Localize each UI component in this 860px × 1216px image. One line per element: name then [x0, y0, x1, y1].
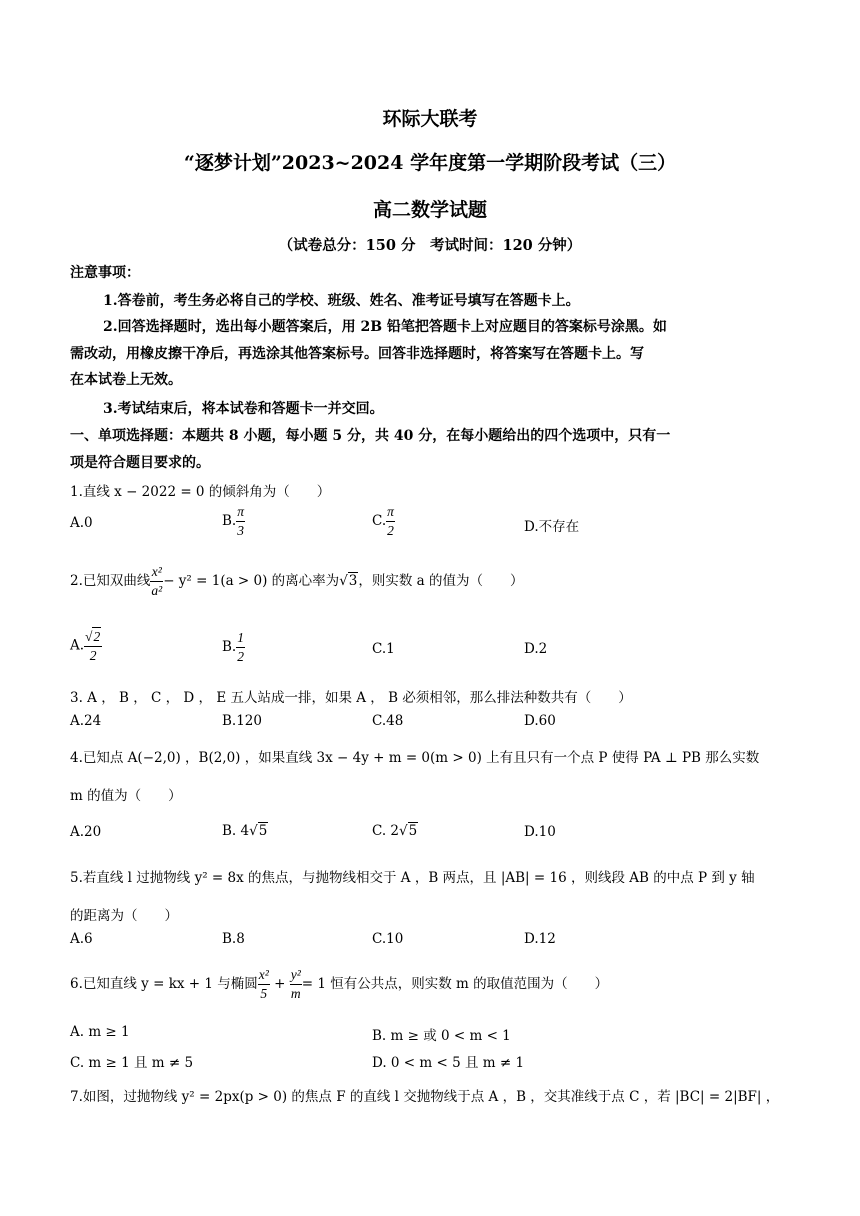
option-c-label: C.: [372, 513, 387, 529]
fraction-numerator: x²: [258, 966, 270, 985]
question-4-option-c: C. 2√5: [372, 823, 418, 839]
question-3-option-a: A.24: [70, 713, 102, 729]
option-a-label: A.: [70, 637, 85, 654]
stem-text: 6.已知直线 y = kx + 1 与椭圆: [70, 976, 258, 992]
fraction: [84, 627, 102, 665]
question-5-option-b: B.8: [222, 931, 245, 947]
question-6-stem: 6.已知直线 y = kx + 1 与椭圆 $\frac{\text{x²}}{5}$ + $\frac{\text{y²}}{m}$ = 1 恒有公共点，则实数 m 的取值范围为（ ）: [70, 967, 609, 1001]
question-6-option-a: A. m ≥ 1: [70, 1024, 130, 1040]
question-1-option-a: A.0: [70, 515, 93, 531]
option-b-label: B.: [222, 639, 237, 655]
question-5-option-c: C.10: [372, 931, 404, 947]
notice-item-2-line-1: 2.回答选择题时，选出每小题答案后，用 2B 铅笔把答题卡上对应题目的答案标号涂黑。如: [103, 319, 667, 335]
fraction-denominator: 5: [260, 986, 268, 1001]
question-2-option-a: [70, 627, 102, 665]
subject-title: 高二数学试题: [372, 199, 487, 221]
fraction-denominator: 2: [237, 649, 244, 664]
exam-meta: （试卷总分：150 分 考试时间：120 分钟）: [278, 237, 582, 254]
question-4-option-d: D.10: [524, 824, 556, 840]
question-5-option-d: D.12: [524, 931, 556, 947]
stem-text: ，则实数 a 的值为（ ）: [358, 573, 524, 589]
question-1-stem: 1.直线 x − 2022 = 0 的倾斜角为（ ）: [70, 484, 331, 500]
notice-title: 注意事项：: [70, 265, 140, 281]
fraction-numerator: 1: [236, 629, 245, 648]
fraction: [236, 503, 245, 540]
question-4-option-a: A.20: [70, 824, 102, 840]
question-3-option-b: B.120: [222, 713, 262, 729]
radicand: 2: [93, 629, 101, 644]
question-2-option-d: D.2: [524, 641, 548, 657]
notice-item-1: 1.答卷前，考生务必将自己的学校、班级、姓名、准考证号填写在答题卡上。: [103, 293, 580, 309]
stem-text: = 1 恒有公共点，则实数 m 的取值范围为（ ）: [301, 976, 609, 992]
question-3-stem: 3. A ， B ， C ， D ， E 五人站成一排，如果 A ， B 必须相邻，那么排法种数共有（ ）: [70, 690, 632, 706]
question-5-stem-line-2: 的距离为（ ）: [70, 908, 178, 924]
fraction: [290, 966, 302, 1003]
fraction-numerator: π: [386, 503, 395, 522]
question-7-stem-line-1: 7.如图，过抛物线 y² = 2px(p > 0) 的焦点 F 的直线 l 交抛物线于点 A ，B ，交其准线于点 C ，若 |BC| = 2|BF| ，: [70, 1089, 780, 1105]
fraction-denominator: 3: [237, 523, 244, 538]
fraction-numerator: x²: [150, 563, 163, 582]
question-2-option-c: C.1: [372, 641, 395, 657]
option-b-label: B. 4: [222, 823, 250, 839]
question-6-option-b: B. m ≥ 或 0 < m < 1: [372, 1028, 511, 1044]
question-2-stem: 2.已知双曲线 $\frac{\text{x²}}{\text{a²}}$ − y² = 1(a > 0) 的离心率为√3，则实数 a 的值为（ ）: [70, 564, 524, 598]
stem-text: 2.已知双曲线: [70, 573, 151, 589]
option-b-label: B.: [222, 513, 237, 529]
option-c-label: C. 2: [372, 823, 400, 839]
fraction-numerator: y²: [290, 966, 302, 985]
section-heading-line-1: 一、单项选择题：本题共 8 小题，每小题 5 分，共 40 分，在每小题给出的四个选项中，只有一: [70, 428, 671, 444]
question-1-option-c: [372, 503, 395, 540]
stem-text: − y² = 1(a > 0) 的离心率为: [163, 573, 340, 589]
question-4-stem-line-2: m 的值为（ ）: [70, 788, 182, 804]
question-3-option-c: C.48: [372, 713, 404, 729]
question-5-stem-line-1: 5.若直线 l 过抛物线 y² = 8x 的焦点，与抛物线相交于 A ，B 两点，且 |AB| = 16 ，则线段 AB 的中点 P 到 y 轴: [70, 870, 755, 886]
radicand: 5: [408, 823, 418, 839]
radicand: 3: [348, 573, 358, 589]
question-4-stem-line-1: 4.已知点 A(−2,0) ，B(2,0) ，如果直线 3x − 4y + m = 0(m > 0) 上有且只有一个点 P 使得 PA ⊥ PB 那么实数: [70, 750, 760, 766]
question-6-option-d: D. 0 < m < 5 且 m ≠ 1: [372, 1055, 525, 1071]
fraction-numerator: √2: [84, 627, 102, 647]
fraction: [386, 503, 395, 540]
question-5-option-a: A.6: [70, 931, 93, 947]
exam-org-title: 环际大联考: [382, 108, 478, 130]
fraction-denominator: 2: [387, 523, 394, 538]
fraction: [236, 629, 245, 666]
notice-item-3: 3.考试结束后，将本试卷和答题卡一并交回。: [103, 401, 384, 417]
section-heading-line-2: 项是符合题目要求的。: [70, 455, 210, 471]
notice-item-2-line-3: 在本试卷上无效。: [70, 372, 182, 388]
question-3-option-d: D.60: [524, 713, 556, 729]
fraction-denominator: 2: [89, 648, 97, 663]
question-2-option-b: [222, 629, 245, 666]
question-4-option-b: B. 4√5: [222, 823, 268, 839]
question-6-option-c: C. m ≥ 1 且 m ≠ 5: [70, 1055, 194, 1071]
fraction-denominator: a²: [151, 583, 163, 598]
question-1-option-b: [222, 503, 245, 540]
fraction-denominator: m: [290, 986, 301, 1001]
fraction: [258, 966, 270, 1003]
fraction: [150, 563, 163, 600]
radicand: 5: [258, 823, 268, 839]
notice-item-2-line-2: 需改动，用橡皮擦干净后，再选涂其他答案标号。回答非选择题时，将答案写在答题卡上。写: [70, 346, 644, 362]
exam-name-title: “逐梦计划”2023~2024 学年度第一学期阶段考试（三）: [183, 152, 677, 174]
fraction-numerator: π: [236, 503, 245, 522]
question-1-option-d: D.不存在: [524, 519, 580, 535]
